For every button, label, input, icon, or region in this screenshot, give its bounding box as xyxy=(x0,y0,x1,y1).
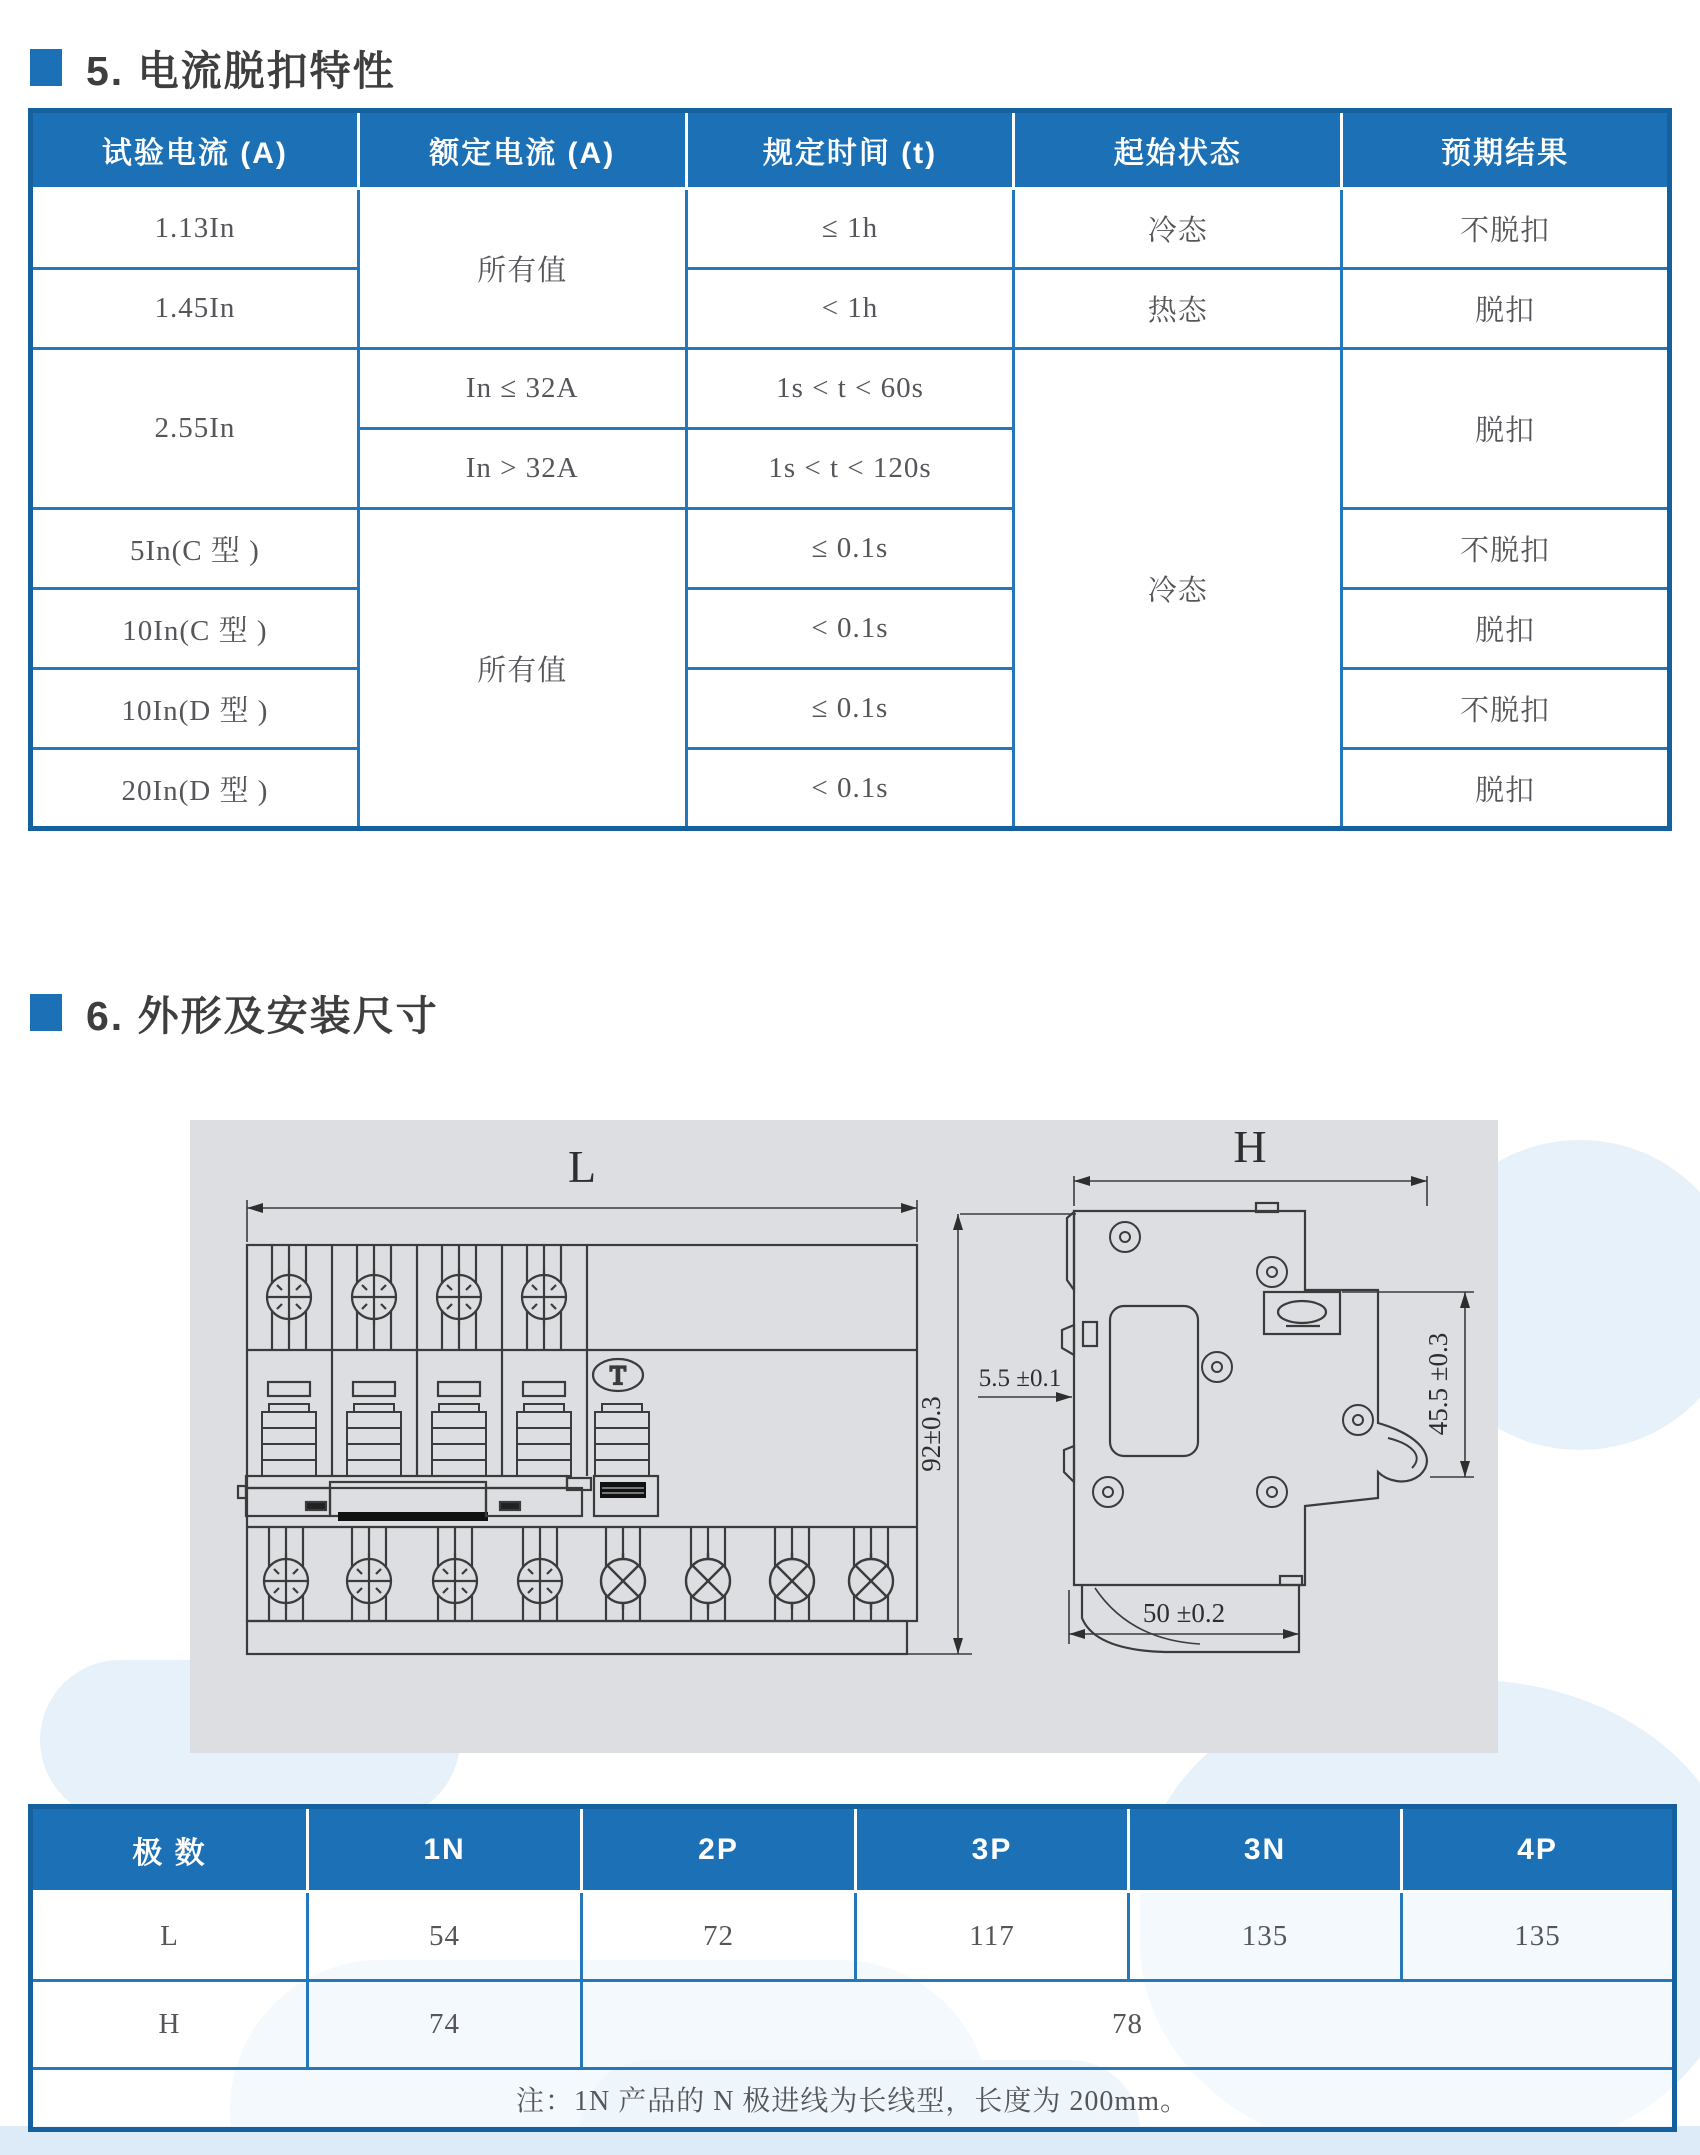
dimension-H xyxy=(1074,1176,1427,1206)
trip-characteristics-table xyxy=(28,108,1672,831)
trip-cell-result-34: 脱扣 xyxy=(1342,349,1670,509)
dims-header-3n: 3N xyxy=(1129,1807,1402,1892)
trip-header-initial-state: 起始状态 xyxy=(1014,111,1342,189)
trip-cell-test-145: 1.45In xyxy=(31,269,359,349)
trip-cell-test-255: 2.55In xyxy=(31,349,359,509)
table-row xyxy=(31,669,1670,749)
dims-cell-l-3p: 117 xyxy=(856,1892,1129,1981)
trip-cell-rated-le32: In ≤ 32A xyxy=(358,349,686,429)
trip-cell-state-hot: 热态 xyxy=(1014,269,1342,349)
table-row xyxy=(31,1892,1675,1981)
section5-header xyxy=(30,38,396,97)
test-button xyxy=(593,1359,643,1391)
table-row xyxy=(31,749,1670,829)
trip-cell-time-6: < 0.1s xyxy=(686,589,1014,669)
table-row xyxy=(31,189,1670,269)
table-row xyxy=(31,349,1670,429)
trip-cell-time-1: ≤ 1h xyxy=(686,189,1014,269)
dim-h-label: H xyxy=(1233,1121,1267,1172)
dimension-5-5 xyxy=(978,1392,1072,1402)
trip-cell-result-2: 脱扣 xyxy=(1342,269,1670,349)
trip-header-rated-current: 额定电流 (A) xyxy=(358,111,686,189)
trip-cell-time-4: 1s < t < 120s xyxy=(686,429,1014,509)
table-row xyxy=(31,2069,1675,2130)
front-view xyxy=(238,1200,1076,1654)
dims-cell-h-1n: 74 xyxy=(308,1981,582,2069)
trip-cell-result-6: 脱扣 xyxy=(1342,589,1670,669)
trip-cell-time-3: 1s < t < 60s xyxy=(686,349,1014,429)
dims-cell-l-1n: 54 xyxy=(308,1892,582,1981)
trip-cell-test-10d: 10In(D 型 ) xyxy=(31,669,359,749)
dims-header-row xyxy=(31,1807,1675,1892)
trip-cell-test-113: 1.13In xyxy=(31,189,359,269)
trip-cell-time-2: < 1h xyxy=(686,269,1014,349)
dim-50-label: 50 ±0.2 xyxy=(1142,1598,1226,1628)
dims-header-2p: 2P xyxy=(582,1807,856,1892)
trip-cell-state-cold-top: 冷态 xyxy=(1014,189,1342,269)
dims-cell-h-rest: 78 xyxy=(582,1981,1675,2069)
section5-title: 5. 电流脱扣特性 xyxy=(86,48,396,94)
trip-cell-time-5: ≤ 0.1s xyxy=(686,509,1014,589)
pole-dimension-table xyxy=(28,1804,1677,2132)
trip-header-test-current: 试验电流 (A) xyxy=(31,111,359,189)
dim-5-5-label: 5.5 ±0.1 xyxy=(978,1365,1062,1392)
dimension-45-5 xyxy=(1342,1292,1474,1477)
section6-bullet-icon xyxy=(30,994,62,1031)
dimension-L xyxy=(247,1200,917,1242)
section6-title: 6. 外形及安装尺寸 xyxy=(86,993,439,1039)
dims-header-3p: 3P xyxy=(856,1807,1129,1892)
test-button-label: T xyxy=(610,1361,626,1390)
trip-cell-time-8: < 0.1s xyxy=(686,749,1014,829)
dims-cell-l-4p: 135 xyxy=(1402,1892,1675,1981)
dims-note: 注：1N 产品的 N 极进线为长线型，长度为 200mm。 xyxy=(31,2069,1675,2130)
dims-cell-l-3n: 135 xyxy=(1129,1892,1402,1981)
side-view xyxy=(978,1176,1474,1652)
table-row xyxy=(31,1981,1675,2069)
dims-cell-l-2p: 72 xyxy=(582,1892,856,1981)
trip-cell-rated-gt32: In > 32A xyxy=(358,429,686,509)
trip-cell-rated-all-bottom: 所有值 xyxy=(358,509,686,829)
dims-header-1n: 1N xyxy=(308,1807,582,1892)
dims-cell-l-label: L xyxy=(31,1892,308,1981)
dim-l-label: L xyxy=(567,1141,597,1192)
trip-cell-result-1: 不脱扣 xyxy=(1342,189,1670,269)
trip-cell-test-20d: 20In(D 型 ) xyxy=(31,749,359,829)
dim-92-label: 92±0.3 xyxy=(916,1396,946,1472)
trip-header-row xyxy=(31,111,1670,189)
table-row xyxy=(31,269,1670,349)
trip-header-specified-time: 规定时间 (t) xyxy=(686,111,1014,189)
trip-cell-result-8: 脱扣 xyxy=(1342,749,1670,829)
trip-header-expected-result: 预期结果 xyxy=(1342,111,1670,189)
dims-cell-h-label: H xyxy=(31,1981,308,2069)
trip-cell-result-5: 不脱扣 xyxy=(1342,509,1670,589)
trip-cell-rated-all-top: 所有值 xyxy=(358,189,686,349)
section5-bullet-icon xyxy=(30,49,62,86)
dim-45-5-label: 45.5 ±0.3 xyxy=(1423,1332,1453,1436)
trip-cell-result-7: 不脱扣 xyxy=(1342,669,1670,749)
table-row xyxy=(31,509,1670,589)
trip-cell-state-cold-main: 冷态 xyxy=(1014,349,1342,829)
dimension-drawing xyxy=(190,1120,1498,1753)
trip-cell-time-7: ≤ 0.1s xyxy=(686,669,1014,749)
trip-cell-test-10c: 10In(C 型 ) xyxy=(31,589,359,669)
table-row xyxy=(31,589,1670,669)
dims-header-poles: 极 数 xyxy=(31,1807,308,1892)
dimension-drawing-panel xyxy=(190,1120,1498,1753)
dims-header-4p: 4P xyxy=(1402,1807,1675,1892)
section6-header xyxy=(30,983,439,1042)
trip-cell-test-5c: 5In(C 型 ) xyxy=(31,509,359,589)
